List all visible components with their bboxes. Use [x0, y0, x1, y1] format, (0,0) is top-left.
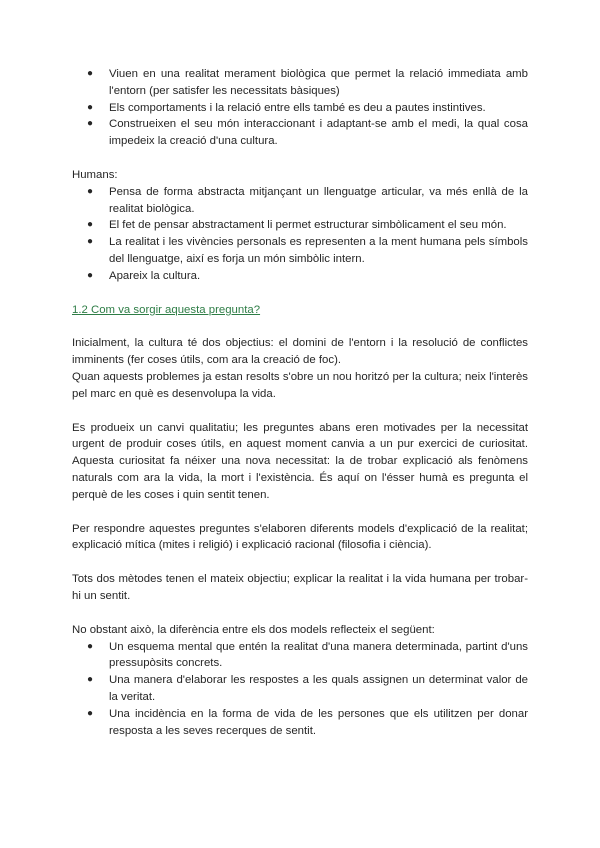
bullet-icon: ●: [87, 101, 94, 113]
list-item: [72, 234, 528, 268]
bullet-icon: ●: [87, 236, 94, 248]
list-item-text: Una manera d'elaborar les respostes a les quals assignen un determinat valor de la veritat.: [109, 674, 528, 703]
document-page: [72, 66, 528, 739]
list-item-text: Pensa de forma abstracta mitjançant un llenguatge articular, va més enllà de la realitat biològica.: [109, 185, 528, 215]
list-item: [72, 66, 528, 100]
paragraph-methods: Tots dos mètodes tenen el mateix objectiu; explicar la realitat i la vida humana per trobar-hi un sentit.: [72, 573, 528, 602]
list-item: [72, 217, 528, 234]
list-item-text: Els comportaments i la relació entre ells també es deu a pautes instintives.: [109, 101, 486, 114]
list-item: [72, 100, 528, 117]
bullet-icon: ●: [87, 185, 94, 197]
bullet-icon: ●: [87, 674, 94, 686]
list-item: [72, 639, 528, 673]
list-item-text: Apareix la cultura.: [109, 269, 201, 282]
list-item: [72, 184, 528, 218]
list-item-text: Una incidència en la forma de vida de les persones que els utilitzen per donar resposta a les seves recerques de sentit.: [109, 707, 528, 737]
animals-list: [72, 66, 528, 150]
bullet-icon: ●: [87, 640, 94, 652]
list-item-text: Un esquema mental que entén la realitat d'una manera determinada, partint d'uns pressupòsits concrets.: [109, 640, 528, 670]
bullet-icon: ●: [87, 68, 94, 79]
paragraph-new-horizon: Quan aquests problemes ja estan resolts s'obre un nou horitzó per la cultura; neix l'interès pel marc en què es desenvolupa la vida.: [72, 370, 528, 400]
list-item-text: Viuen en una realitat merament biològica que permet la relació immediata amb l'entorn (per satisfer les necessitats bàsiques): [109, 68, 528, 97]
bullet-icon: ●: [87, 118, 94, 130]
list-item: [72, 268, 528, 285]
paragraph-models: Per respondre aquestes preguntes s'elaboren diferents models d'explicació de la realitat; explicació mítica (mites i religió) i explicació racional (filosofia i ciència).: [72, 522, 528, 552]
bullet-icon: ●: [87, 707, 94, 719]
section-heading: 1.2 Com va sorgir aquesta pregunta?: [72, 303, 261, 316]
humans-label: Humans:: [72, 168, 118, 181]
paragraph-objectives: Inicialment, la cultura té dos objectius: el domini de l'entorn i la resolució de conflictes imminents (fer coses útils, com ara la creació de foc).: [72, 337, 528, 367]
list-item: [72, 672, 528, 706]
humans-list: [72, 184, 528, 285]
list-item-text: La realitat i les vivències personals es representen a la ment humana pels símbols del llenguatge, així es forja un món simbòlic intern.: [109, 236, 528, 265]
paragraph-qualitative-change: Es produeix un canvi qualitatiu; les preguntes abans eren motivades per la necessitat urgent de produir coses útils, en aquest moment canvia a un pur exercici de curiositat. Aquesta curiositat fa néixer una nova necessitat: la de trobar explicació als fenòmens naturals com ara la vida, la mort i l'existència. És aquí on l'ésser humà es pregunta el perquè de les coses i quin sentit tenen.: [72, 421, 528, 501]
differences-list: [72, 639, 528, 740]
list-item: [72, 706, 528, 740]
list-item-text: Construeixen el seu món interaccionant i adaptant-se amb el medi, la qual cosa impedeix la creació d'una cultura.: [109, 118, 528, 148]
bullet-icon: ●: [87, 219, 94, 231]
paragraph-difference: No obstant això, la diferència entre els dos models reflecteix el següent:: [72, 623, 435, 636]
bullet-icon: ●: [87, 269, 94, 281]
list-item: [72, 116, 528, 150]
list-item-text: El fet de pensar abstractament li permet estructurar simbòlicament el seu món.: [109, 219, 507, 232]
